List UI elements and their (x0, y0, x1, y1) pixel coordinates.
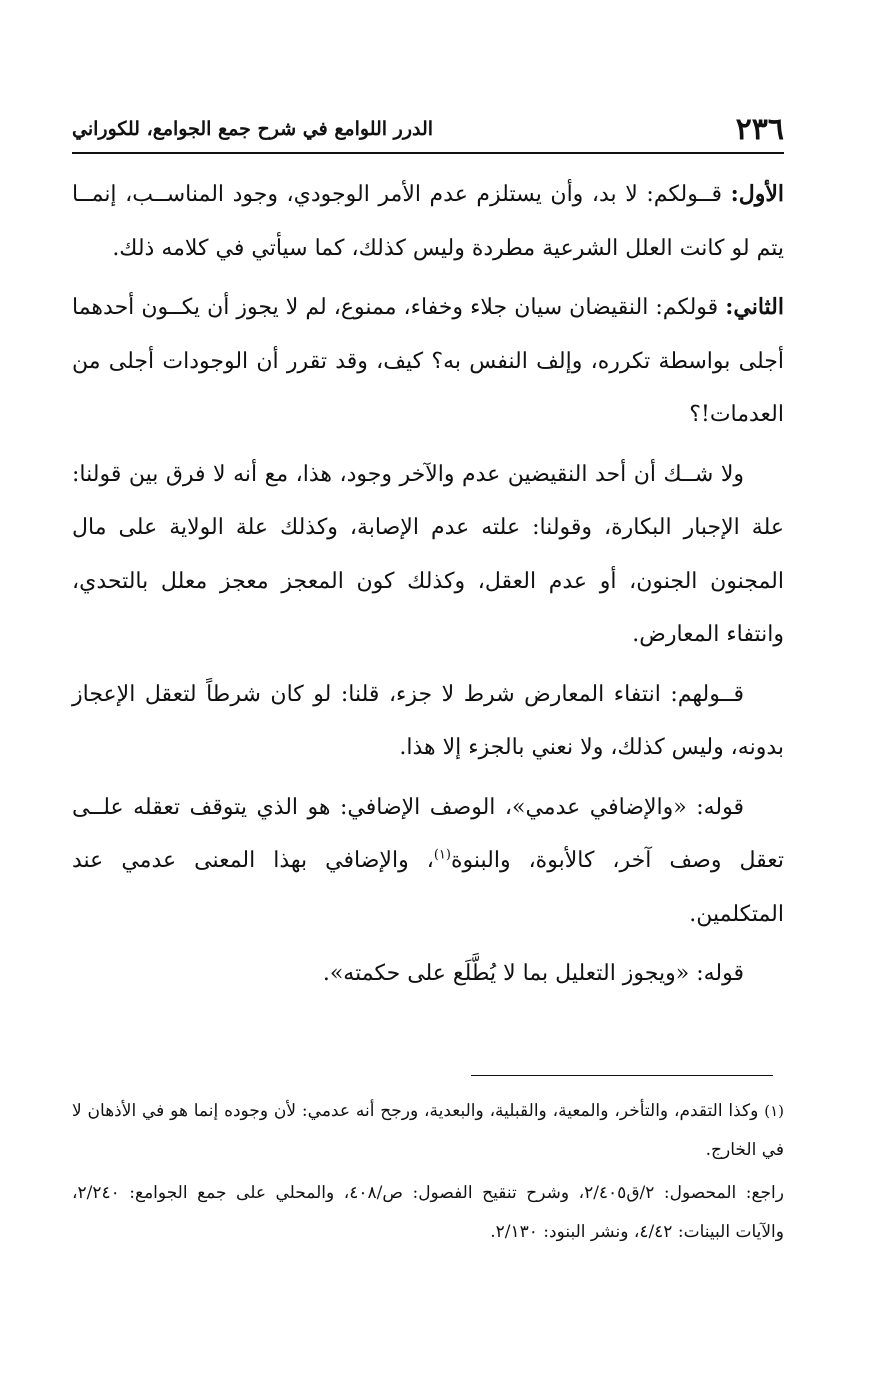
paragraph-third: ولا شــك أن أحد النقيضين عدم والآخر وجود، هذا، مع أنه لا فرق بين قولنا: علة الإجبار البكارة، وقولنا: علته عدم الإصابة، وكذلك علة الولاية على مال المجنون الجنون، أو عدم العقل، وكذلك كون المعجز معجز معلل بالتحدي، وانتفاء المعارض. (72, 461, 784, 647)
paragraph-sixth: قوله: «ويجوز التعليل بما لا يُطَّلَع على حكمته». (322, 961, 744, 986)
page-header (72, 112, 784, 154)
footnote-text: وكذا التقدم، والتأخر، والمعية، والقبلية، والبعدية، ورجح أنه عدمي: لأن وجوده إنما هو في الأذهان لا في الخارج. (72, 1101, 784, 1160)
paragraph-text: قوله: «والإضافي عدمي»، الوصف الإضافي: هو الذي يتوقف تعقله علــى تعقل وصف آخر، كالأبوة، والبنوة (72, 794, 784, 873)
paragraph-fifth (72, 781, 784, 942)
paragraph-text: قــولكم: لا بد، وأن يستلزم عدم الأمر الوجودي، وجود المناســب، إنمــا يتم لو كانت العلل الشرعية مطردة وليس كذلك، كما سيأتي في كلامه ذلك. (72, 182, 784, 261)
footnote-1 (72, 1092, 784, 1170)
page-number: ٢٣٦ (735, 111, 784, 147)
footnote-divider (471, 1075, 773, 1076)
footnote-reference[interactable]: (١) (433, 847, 451, 863)
footnotes (72, 1092, 784, 1256)
paragraph-text: ، والإضافي بهذا المعنى عدمي عند المتكلمين. (72, 848, 784, 927)
paragraph-lead: الأول: (730, 181, 784, 207)
paragraph-lead: الثاني: (725, 294, 784, 320)
paragraph-fourth: قــولهم: انتفاء المعارض شرط لا جزء، قلنا: لو كان شرطاً لتعقل الإعجاز بدونه، وليس كذلك، ولا نعني بالجزء إلا هذا. (72, 681, 784, 760)
running-title: الدرر اللوامع في شرح جمع الجوامع، للكوراني (72, 118, 434, 140)
main-text (72, 168, 784, 1007)
footnote-references: راجع: المحصول: ٢/ق٢/٤٠٥، وشرح تنقيح الفصول: ص/٤٠٨، والمحلي على جمع الجوامع: ٢/٢٤٠، والآيات البينات: ٤/٤٢، ونشر البنود: ٢/١٣٠. (72, 1183, 784, 1242)
footnote-marker: (١) (764, 1102, 784, 1120)
paragraph-text: قولكم: النقيضان سيان جلاء وخفاء، ممنوع، لم لا يجوز أن يكــون أحدهما أجلى بواسطة تكرره، وإلف النفس به؟ كيف، وقد تقرر أن الوجودات أجلى من العدمات!؟ (72, 295, 784, 427)
paragraph-first (72, 168, 784, 275)
paragraph-second (72, 281, 784, 442)
